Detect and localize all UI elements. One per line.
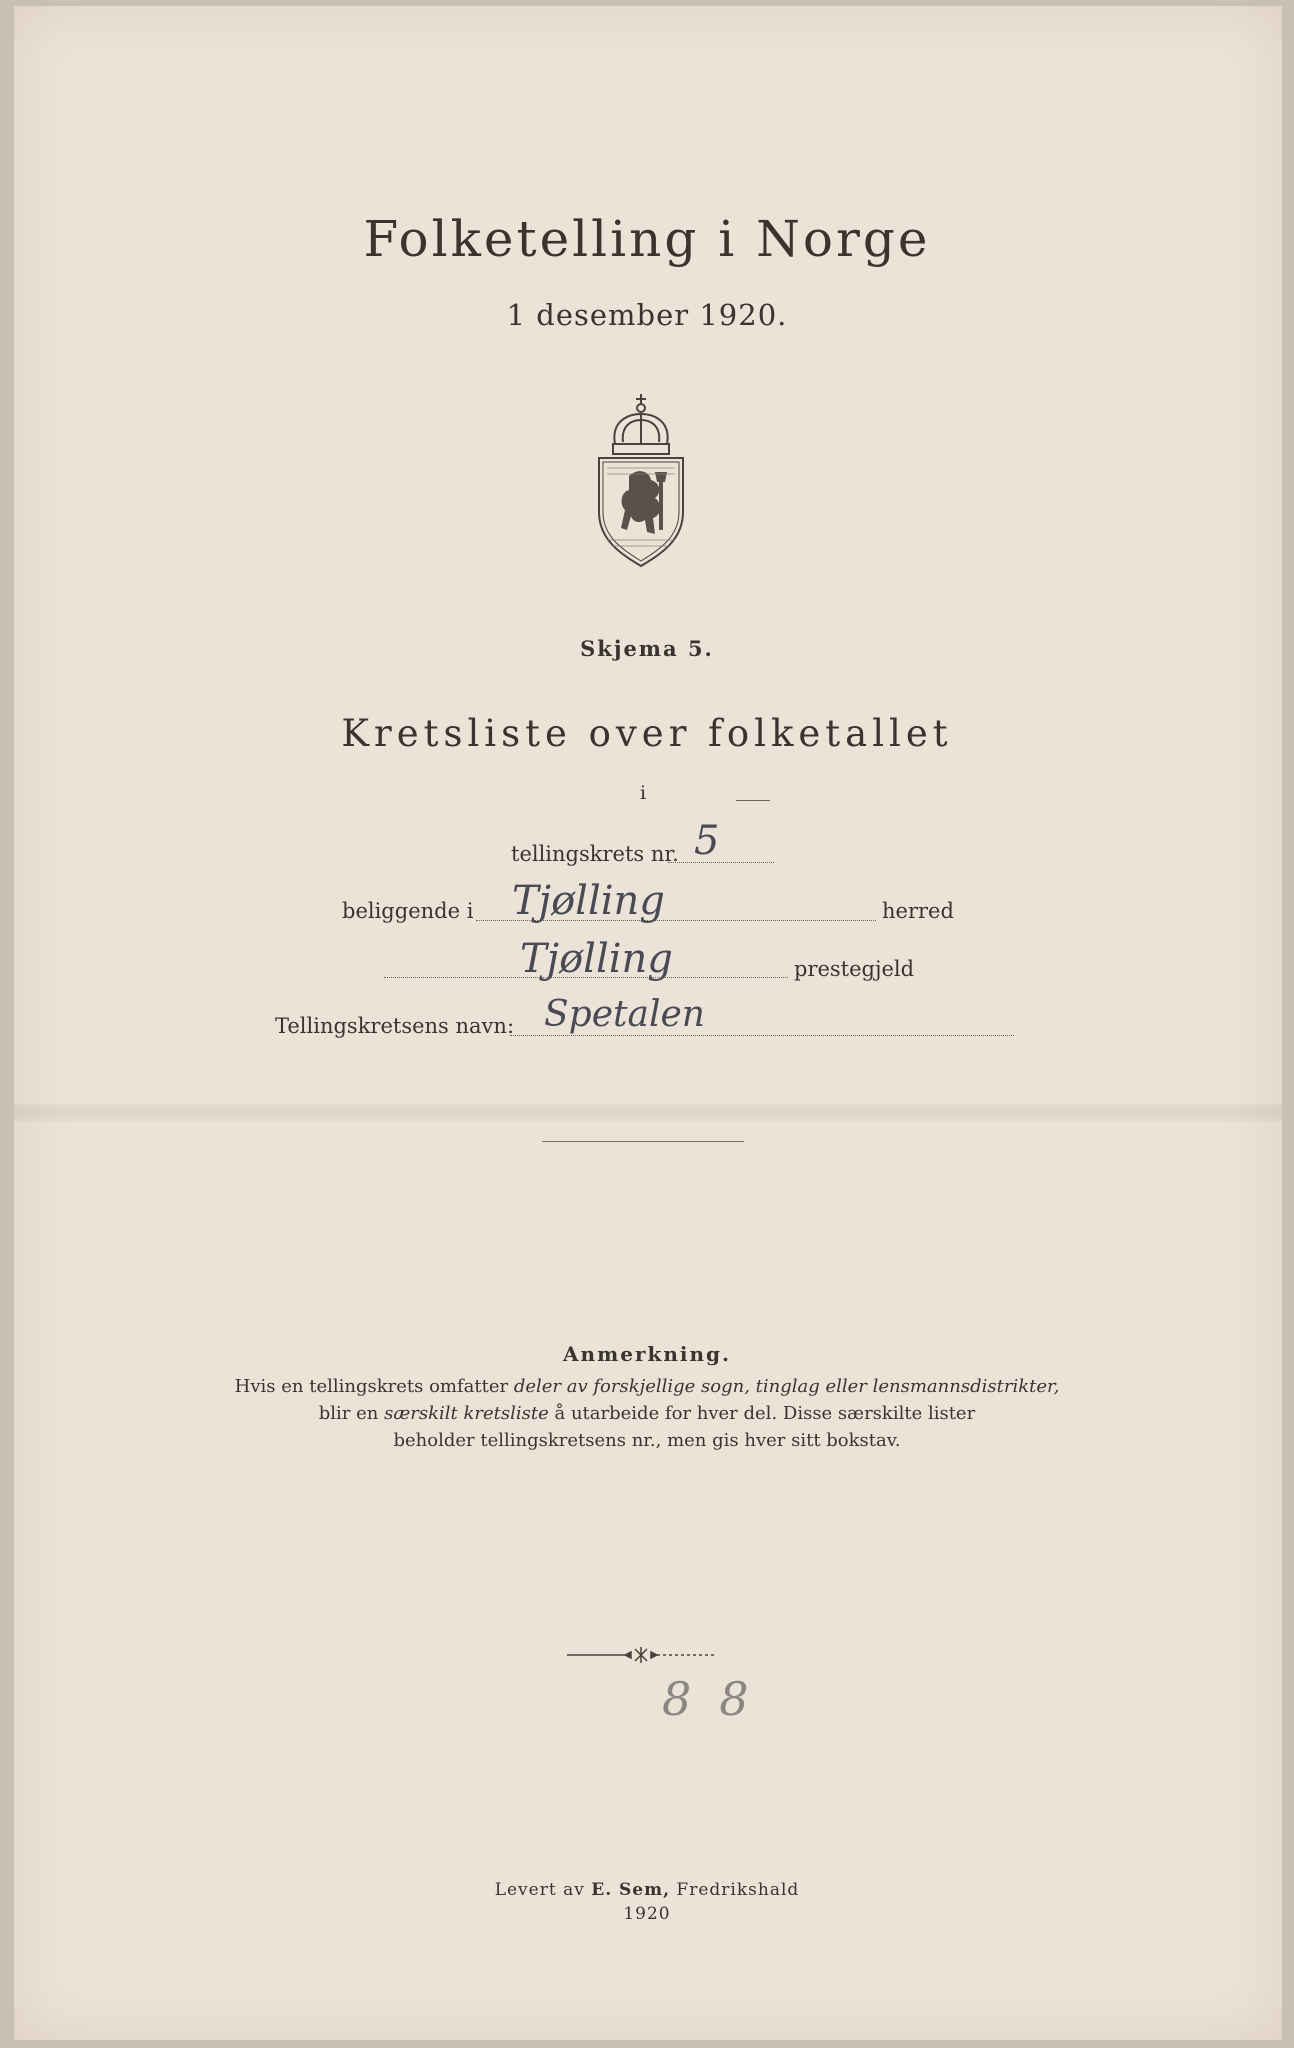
handwritten-page-number: 88 bbox=[662, 1672, 777, 1726]
note-line-1: Hvis en tellingskrets omfatter deler av forskjellige sogn, tinglag eller lensmannsdistrikter, bbox=[234, 1376, 1060, 1397]
note-title: Anmerkning. bbox=[563, 1342, 731, 1366]
prestegjeld-value[interactable]: Tjølling bbox=[520, 936, 673, 982]
schema-number: Skjema 5. bbox=[580, 636, 714, 661]
form-title: Folketelling i Norge bbox=[363, 210, 931, 268]
beliggende-label: beliggende i bbox=[342, 899, 474, 923]
printer-year: 1920 bbox=[623, 1904, 671, 1924]
form-date: 1 desember 1920. bbox=[506, 298, 788, 332]
kretsnavn-label: Tellingskretsens navn: bbox=[275, 1014, 515, 1038]
section-divider bbox=[542, 1141, 744, 1142]
form-heading: Kretsliste over folketallet bbox=[341, 712, 953, 755]
ornament-divider-icon bbox=[565, 1645, 717, 1665]
i-label: i bbox=[640, 782, 647, 804]
kretsnavn-field-line bbox=[510, 1035, 1014, 1036]
note-line-2: blir en særskilt kretsliste å utarbeide for hver del. Disse særskilte lister bbox=[318, 1403, 976, 1424]
beliggende-value[interactable]: Tjølling bbox=[512, 878, 665, 924]
note-text bbox=[0, 1373, 1294, 1454]
prestegjeld-label: prestegjeld bbox=[794, 957, 915, 981]
tellingskrets-label: tellingskrets nr. bbox=[511, 842, 679, 866]
kretsnavn-value[interactable]: Spetalen bbox=[544, 994, 705, 1035]
note-line-3: beholder tellingskretsens nr., men gis hver sitt bokstav. bbox=[393, 1430, 901, 1451]
tellingskrets-field-line bbox=[668, 862, 774, 863]
tellingskrets-value[interactable]: 5 bbox=[694, 818, 720, 864]
i-underline bbox=[736, 800, 770, 801]
printer-credit: Levert av E. Sem, Fredrikshald bbox=[494, 1880, 800, 1900]
herred-label: herred bbox=[882, 899, 954, 923]
norwegian-coat-of-arms-icon bbox=[593, 392, 689, 568]
